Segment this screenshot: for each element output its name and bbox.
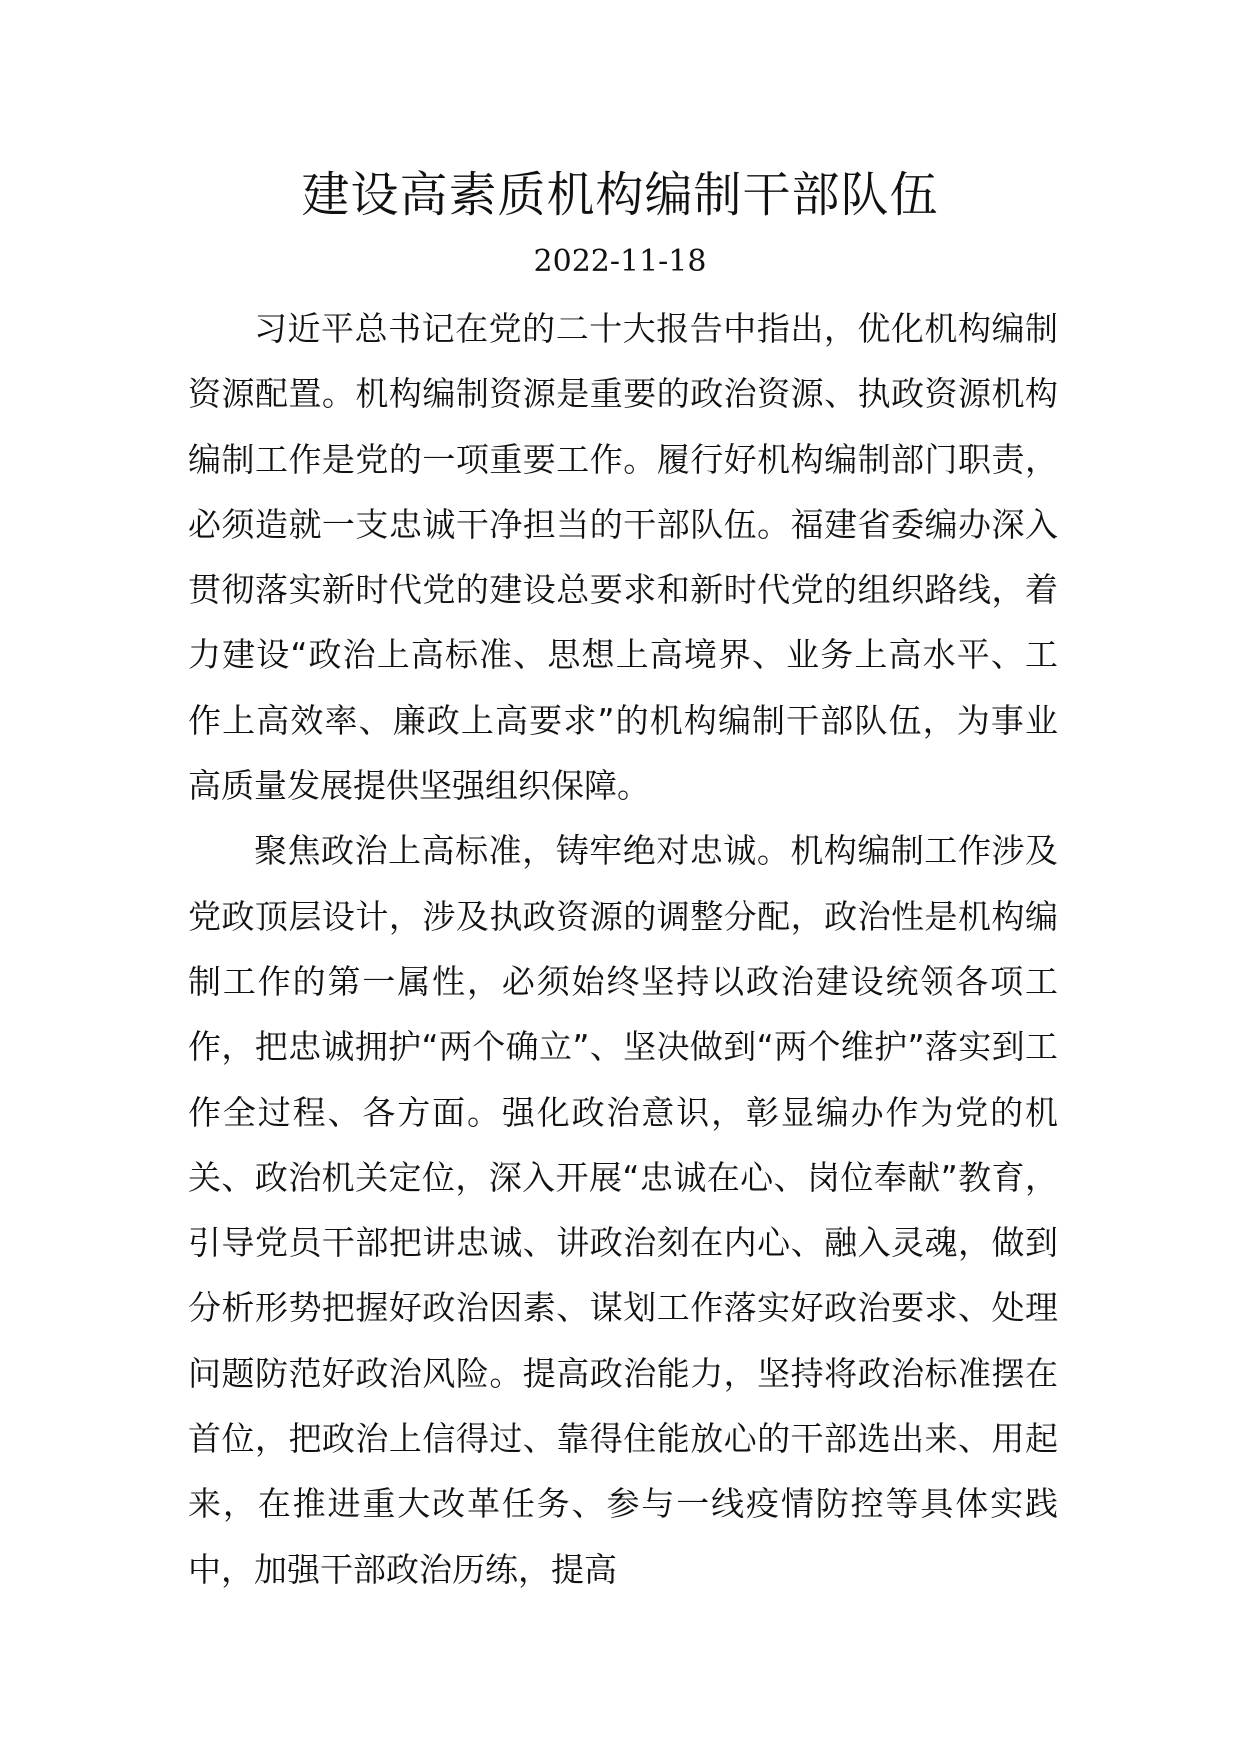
- publish-date: 2022-11-18: [533, 244, 707, 279]
- paragraph-1: 习近平总书记在党的二十大报告中指出，优化机构编制资源配置。机构编制资源是重要的政治资源、执政资源机构编制工作是党的一项重要工作。履行好机构编制部门职责，必须造就一支忠诚干净担当的干部队伍。福建省委编办深入贯彻落实新时代党的建设总要求和新时代党的组织路线，着力建设“政治上高标准、思想上高境界、业务上高水平、工作上高效率、廉政上高要求”的机构编制干部队伍，为事业高质量发展提供坚强组织保障。: [188, 309, 1058, 806]
- paragraph-2: 聚焦政治上高标准，铸牢绝对忠诚。机构编制工作涉及党政顶层设计，涉及执政资源的调整分配，政治性是机构编制工作的第一属性，必须始终坚持以政治建设统领各项工作，把忠诚拥护“两个确立”、坚决做到“两个维护”落实到工作全过程、各方面。强化政治意识，彰显编办作为党的机关、政治机关定位，深入开展“忠诚在心、岗位奉献”教育，引导党员干部把讲忠诚、讲政治刻在内心、融入灵魂，做到分析形势把握好政治因素、谋划工作落实好政治要求、处理问题防范好政治风险。提高政治能力，坚持将政治标准摆在首位，把政治上信得过、靠得住能放心的干部选出来、用起来，在推进重大改革任务、参与一线疫情防控等具体实践中，加强干部政治历练，提高: [188, 831, 1058, 1589]
- document-title: 建设高素质机构编制干部队伍: [301, 167, 939, 223]
- article-body: [188, 296, 1058, 1602]
